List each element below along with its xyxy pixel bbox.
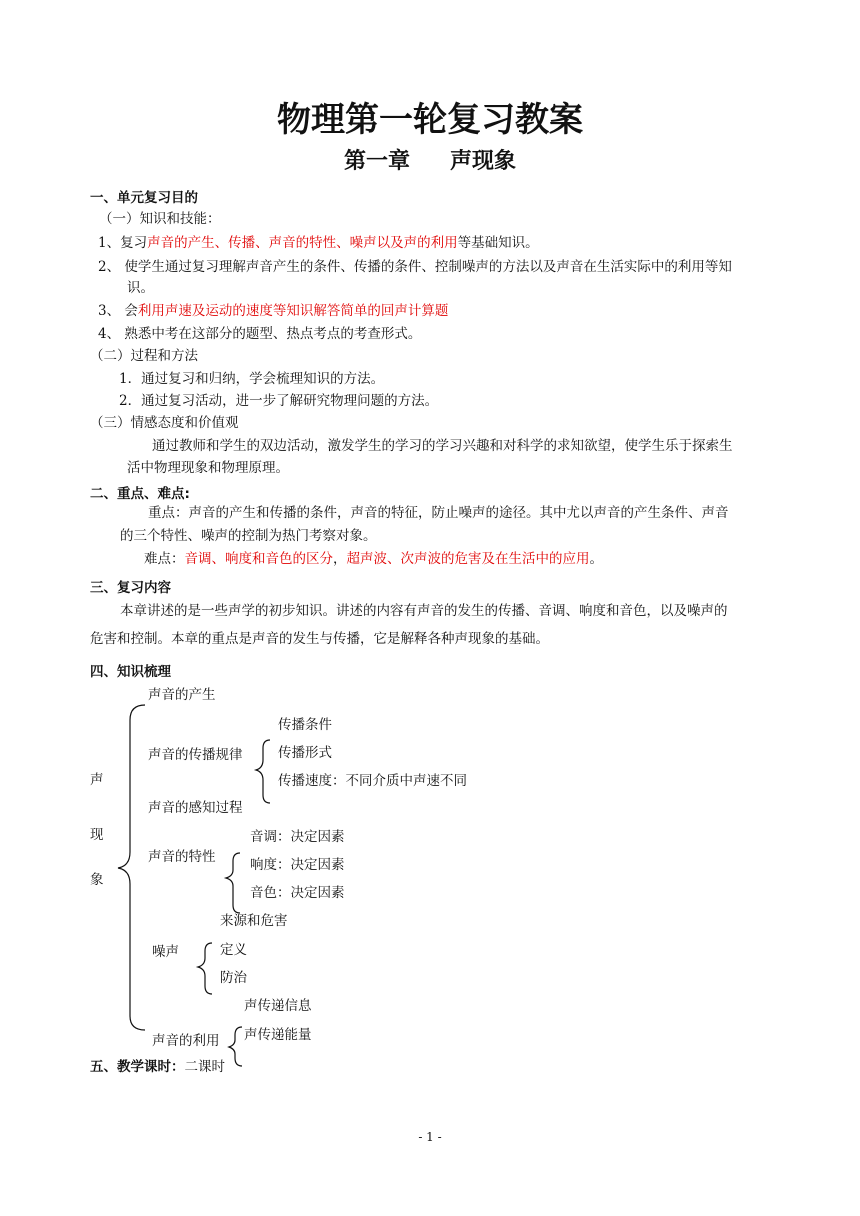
chapter-name: 声现象: [450, 149, 517, 174]
propagation-item-3: 传播速度：不同介质中声速不同: [278, 773, 467, 789]
noise-brace: [198, 943, 212, 994]
section-heading-2: 二、重点、难点:: [90, 486, 190, 502]
application-item-1: 声传递信息: [244, 998, 312, 1014]
noise-item-3: 防治: [220, 970, 247, 986]
noise-item-1: 来源和危害: [220, 913, 288, 929]
root-brace: [118, 705, 145, 1030]
propagation-item-1: 传播条件: [278, 717, 332, 733]
objective-item-4: 4、 熟悉中考在这部分的题型、热点考点的考查形式。: [98, 326, 422, 342]
objective-item-2-line2: 识。: [127, 280, 154, 296]
process-item-2: 2．通过复习活动，进一步了解研究物理问题的方法。: [119, 393, 439, 409]
branch-propagation: 声音的传播规律: [148, 747, 243, 763]
process-item-1: 1．通过复习和归纳，学会梳理知识的方法。: [119, 371, 385, 387]
highlight-text: 利用声速及运动的速度等知识解答简单的回声计算题: [137, 303, 449, 319]
text: ，: [333, 551, 347, 567]
characteristic-brace: [226, 853, 240, 913]
propagation-item-2: 传播形式: [278, 745, 332, 761]
root-char-2: 现: [90, 827, 104, 843]
chapter-number: 第一章: [343, 149, 410, 174]
content-line-2: 危害和控制。本章的重点是声音的发生与传播，它是解释各种声现象的基础。: [90, 631, 549, 647]
noise-item-2: 定义: [220, 942, 247, 958]
branch-characteristics: 声音的特性: [148, 849, 216, 865]
section-heading-3: 三、复习内容: [90, 580, 171, 596]
highlight-text: 音调、响度和音色的区分: [184, 551, 333, 567]
highlight-text: 声音的产生、传播、声音的特性、噪声以及声的利用: [147, 235, 458, 251]
attitude-line-2: 活中物理现象和物理原理。: [127, 460, 289, 476]
heading-text: 五、教学课时：: [90, 1059, 185, 1075]
branch-application: 声音的利用: [152, 1033, 220, 1049]
propagation-brace: [256, 740, 270, 803]
attitude-line-1: 通过教师和学生的双边活动，激发学生的学习的学习兴趣和对科学的求知欲望，使学生乐于探索生: [152, 438, 733, 454]
page-title: 物理第一轮复习教案: [277, 100, 583, 140]
root-char-3: 象: [90, 872, 104, 888]
content-line-1: 本章讲述的是一些声学的初步知识。讲述的内容有声音的发生的传播、音调、响度和音色，以及噪声的: [120, 603, 728, 619]
highlight-text: 超声波、次声波的危害及在生活中的应用: [346, 551, 590, 567]
text: 等基础知识。: [457, 235, 539, 251]
branch-production: 声音的产生: [148, 687, 216, 703]
characteristic-item-3: 音色：决定因素: [250, 885, 345, 901]
subheading-process: （二）过程和方法: [90, 348, 198, 364]
keypoint-line-2: 的三个特性、噪声的控制为热门考察对象。: [120, 528, 377, 544]
text: 3、 会: [98, 303, 138, 319]
class-hours: 二课时: [184, 1059, 225, 1075]
characteristic-item-2: 响度：决定因素: [250, 857, 345, 873]
section-heading-4: 四、知识梳理: [90, 664, 171, 680]
application-brace: [229, 1027, 242, 1066]
section-heading-1: 一、单元复习目的: [90, 190, 198, 206]
subheading-knowledge: （一）知识和技能：: [99, 211, 221, 227]
root-char-1: 声: [90, 772, 104, 788]
page-number: - 1 -: [418, 1130, 442, 1144]
branch-noise: 噪声: [152, 944, 179, 960]
text: 1、复习: [98, 235, 148, 251]
characteristic-item-1: 音调：决定因素: [250, 829, 345, 845]
branch-perception: 声音的感知过程: [148, 800, 243, 816]
text: 难点：: [144, 551, 185, 567]
subheading-attitude: （三）情感态度和价值观: [90, 415, 239, 431]
application-item-2: 声传递能量: [244, 1027, 312, 1043]
objective-item-2-line1: 2、 使学生通过复习理解声音产生的条件、传播的条件、控制噪声的方法以及声音在生活实际中的利用等知: [98, 259, 732, 275]
keypoint-line-1: 重点：声音的产生和传播的条件，声音的特征，防止噪声的途径。其中尤以声音的产生条件、声音: [148, 505, 729, 521]
section-heading-5: [90, 1055, 225, 1076]
text: 。: [589, 551, 603, 567]
